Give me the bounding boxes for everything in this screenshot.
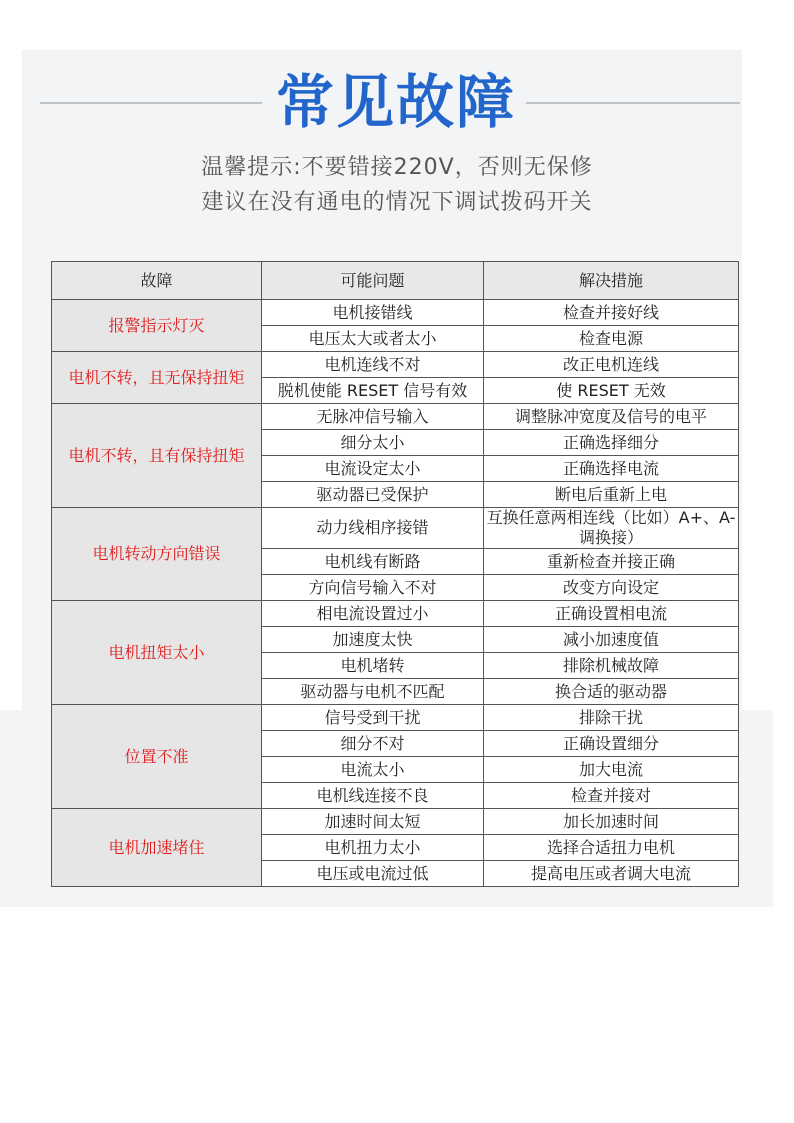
fault-cell: 电机加速堵住 — [52, 809, 262, 887]
problem-cell: 细分不对 — [262, 731, 484, 757]
title-divider-right — [526, 102, 740, 104]
table-row — [52, 352, 739, 378]
solution-cell: 改变方向设定 — [484, 575, 739, 601]
fault-cell: 位置不准 — [52, 705, 262, 809]
solution-cell: 调整脉冲宽度及信号的电平 — [484, 404, 739, 430]
problem-cell: 电机线有断路 — [262, 549, 484, 575]
fault-cell: 报警指示灯灭 — [52, 300, 262, 352]
problem-cell: 电压太大或者太小 — [262, 326, 484, 352]
table-row — [52, 508, 739, 549]
table-header-row — [52, 262, 739, 300]
problem-cell: 电机堵转 — [262, 653, 484, 679]
problem-cell: 无脉冲信号输入 — [262, 404, 484, 430]
table-row — [52, 300, 739, 326]
solution-cell: 互换任意两相连线（比如）A+、A-调换接） — [484, 508, 739, 549]
problem-cell: 动力线相序接错 — [262, 508, 484, 549]
advice-note: 建议在没有通电的情况下调试拨码开关 — [201, 190, 593, 215]
problem-cell: 电流太小 — [262, 757, 484, 783]
problem-cell: 电机扭力太小 — [262, 835, 484, 861]
title-block — [40, 68, 740, 136]
table-row — [52, 705, 739, 731]
solution-cell: 断电后重新上电 — [484, 482, 739, 508]
solution-cell: 正确选择电流 — [484, 456, 739, 482]
solution-cell: 选择合适扭力电机 — [484, 835, 739, 861]
problem-cell: 电机线连接不良 — [262, 783, 484, 809]
solution-cell: 使 RESET 无效 — [484, 378, 739, 404]
fault-cell: 电机不转，且有保持扭矩 — [52, 404, 262, 508]
solution-cell: 加长加速时间 — [484, 809, 739, 835]
fault-cell: 电机转动方向错误 — [52, 508, 262, 601]
header-solution: 解决措施 — [484, 262, 739, 300]
header-fault: 故障 — [52, 262, 262, 300]
solution-cell: 检查并接好线 — [484, 300, 739, 326]
fault-table — [51, 261, 739, 887]
solution-cell: 检查电源 — [484, 326, 739, 352]
problem-cell: 细分太小 — [262, 430, 484, 456]
problem-cell: 脱机使能 RESET 信号有效 — [262, 378, 484, 404]
title-divider-left — [40, 102, 262, 104]
table-row — [52, 809, 739, 835]
fault-cell: 电机不转，且无保持扭矩 — [52, 352, 262, 404]
header-problem: 可能问题 — [262, 262, 484, 300]
solution-cell: 加大电流 — [484, 757, 739, 783]
solution-cell: 重新检查并接正确 — [484, 549, 739, 575]
solution-cell: 检查并接对 — [484, 783, 739, 809]
problem-cell: 信号受到干扰 — [262, 705, 484, 731]
problem-cell: 电流设定太小 — [262, 456, 484, 482]
solution-cell: 正确设置细分 — [484, 731, 739, 757]
problem-cell: 电压或电流过低 — [262, 861, 484, 887]
page-title: 常见故障 — [275, 68, 516, 136]
table-row — [52, 601, 739, 627]
solution-cell: 正确选择细分 — [484, 430, 739, 456]
solution-cell: 正确设置相电流 — [484, 601, 739, 627]
problem-cell: 驱动器与电机不匹配 — [262, 679, 484, 705]
solution-cell: 提高电压或者调大电流 — [484, 861, 739, 887]
solution-cell: 改正电机连线 — [484, 352, 739, 378]
solution-cell: 换合适的驱动器 — [484, 679, 739, 705]
problem-cell: 电机连线不对 — [262, 352, 484, 378]
warning-note: 温馨提示:不要错接220V，否则无保修 — [201, 155, 593, 180]
problem-cell: 加速度太快 — [262, 627, 484, 653]
problem-cell: 电机接错线 — [262, 300, 484, 326]
solution-cell: 排除干扰 — [484, 705, 739, 731]
problem-cell: 方向信号输入不对 — [262, 575, 484, 601]
solution-cell: 减小加速度值 — [484, 627, 739, 653]
problem-cell: 加速时间太短 — [262, 809, 484, 835]
table-row — [52, 404, 739, 430]
fault-cell: 电机扭矩太小 — [52, 601, 262, 705]
solution-cell: 排除机械故障 — [484, 653, 739, 679]
problem-cell: 相电流设置过小 — [262, 601, 484, 627]
problem-cell: 驱动器已受保护 — [262, 482, 484, 508]
